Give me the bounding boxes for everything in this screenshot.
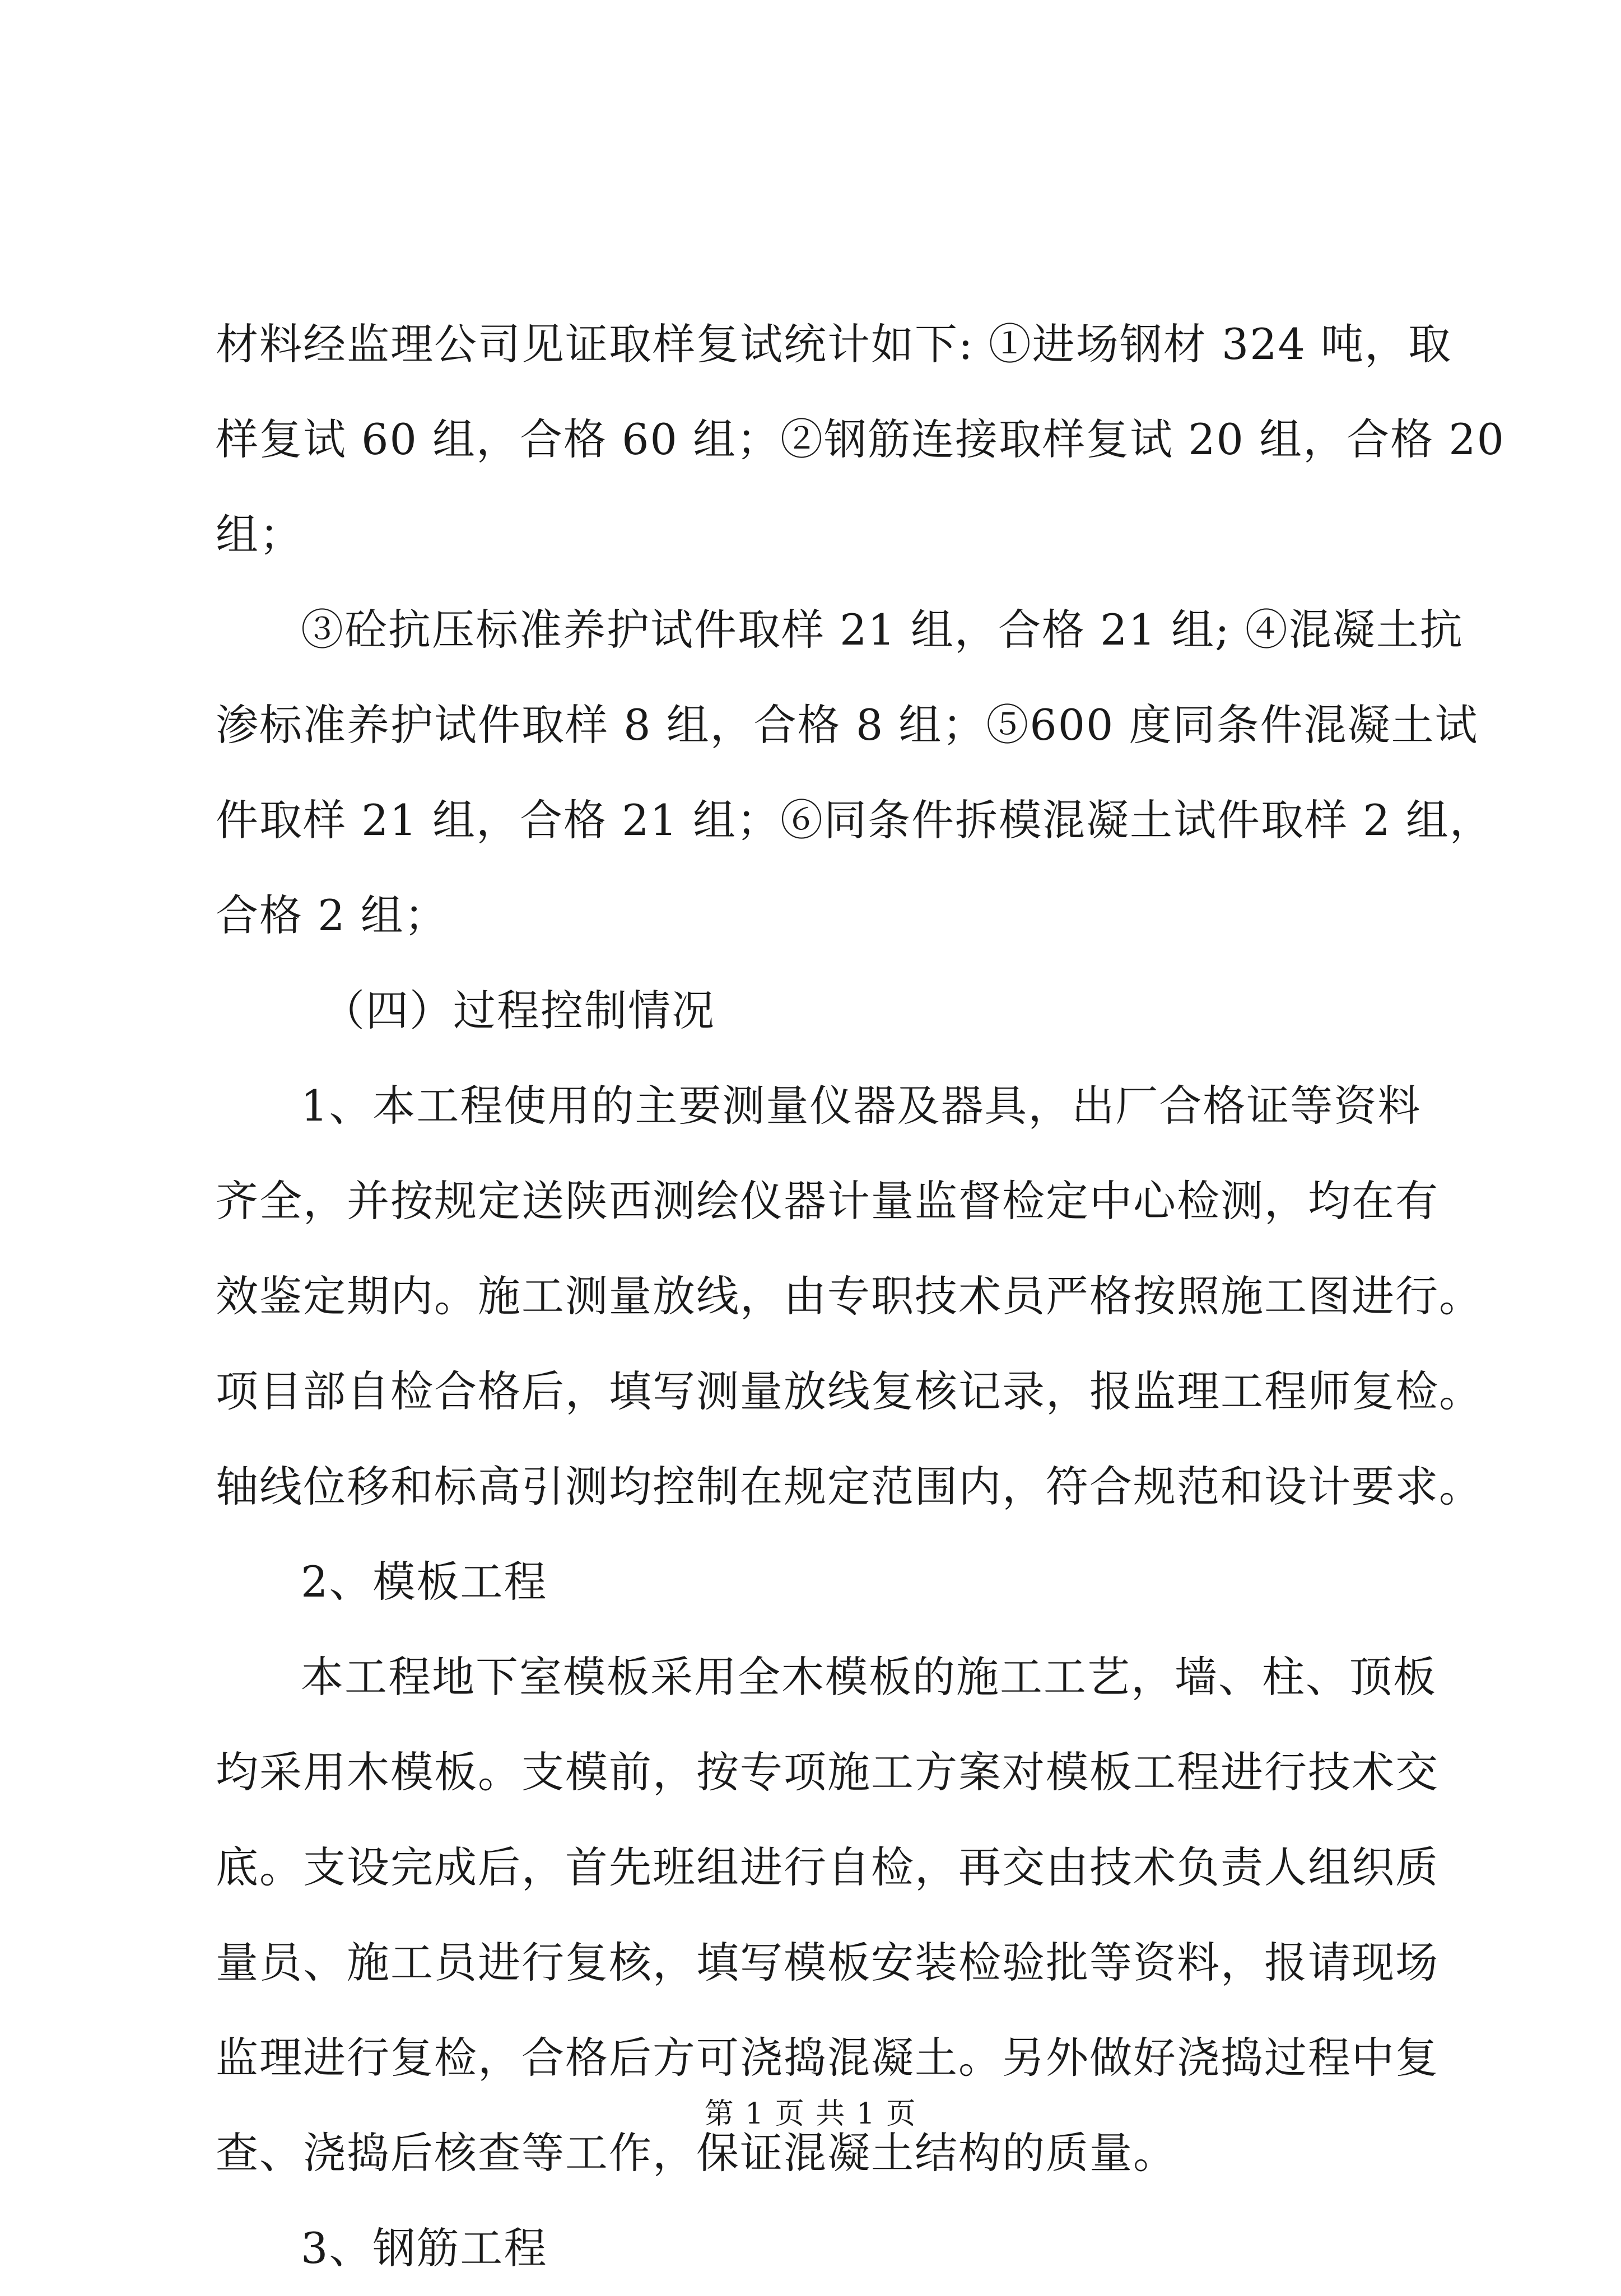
section-heading: （四）过程控制情况: [322, 986, 715, 1035]
paragraph-line: 合格 2 组；: [216, 890, 448, 940]
paragraph-line: 监理进行复检，合格后方可浇捣混凝土。另外做好浇捣过程中复: [216, 2033, 1439, 2083]
paragraph-line: 件取样 21 组，合格 21 组；⑥同条件拆模混凝土试件取样 2 组，: [216, 795, 1493, 845]
subsection-heading: 3、钢筋工程: [301, 2223, 548, 2273]
paragraph-line: 本工程地下室模板采用全木模板的施工工艺，墙、柱、顶板: [301, 1652, 1437, 1702]
paragraph-line: 量员、施工员进行复核，填写模板安装检验批等资料，报请现场: [216, 1938, 1439, 1987]
paragraph-line: 均采用木模板。支模前，按专项施工方案对模板工程进行技术交: [216, 1747, 1439, 1797]
paragraph-line: 样复试 60 组，合格 60 组；②钢筋连接取样复试 20 组，合格 20: [216, 414, 1505, 464]
page-footer: 第 1 页 共 1 页: [704, 2097, 917, 2131]
document-body: [216, 297, 1505, 2296]
paragraph-line: 查、浇捣后核查等工作，保证混凝土结构的质量。: [216, 2128, 1177, 2178]
paragraph-line: 底。支设完成后，首先班组进行自检，再交由技术负责人组织质: [216, 1842, 1439, 1892]
paragraph-line: 1、本工程使用的主要测量仪器及器具，出厂合格证等资料: [301, 1081, 1422, 1131]
paragraph-line: 效鉴定期内。施工测量放线，由专职技术员严格按照施工图进行。: [216, 1271, 1483, 1321]
paragraph-line: 渗标准养护试件取样 8 组，合格 8 组；⑤600 度同条件混凝土试: [216, 700, 1479, 750]
paragraph-line: 组；: [216, 510, 303, 559]
paragraph-line: 项目部自检合格后，填写测量放线复核记录，报监理工程师复检。: [216, 1366, 1483, 1416]
paragraph-line: 轴线位移和标高引测均控制在规定范围内，符合规范和设计要求。: [216, 1462, 1483, 1511]
paragraph-line: 齐全，并按规定送陕西测绘仪器计量监督检定中心检测，均在有: [216, 1176, 1439, 1226]
paragraph-line: ③砼抗压标准养护试件取样 21 组，合格 21 组; ④混凝土抗: [301, 605, 1464, 655]
subsection-heading: 2、模板工程: [301, 1557, 548, 1607]
paragraph-line: 材料经监理公司见证取样复试统计如下: ①进场钢材 324 吨，取: [216, 319, 1452, 369]
